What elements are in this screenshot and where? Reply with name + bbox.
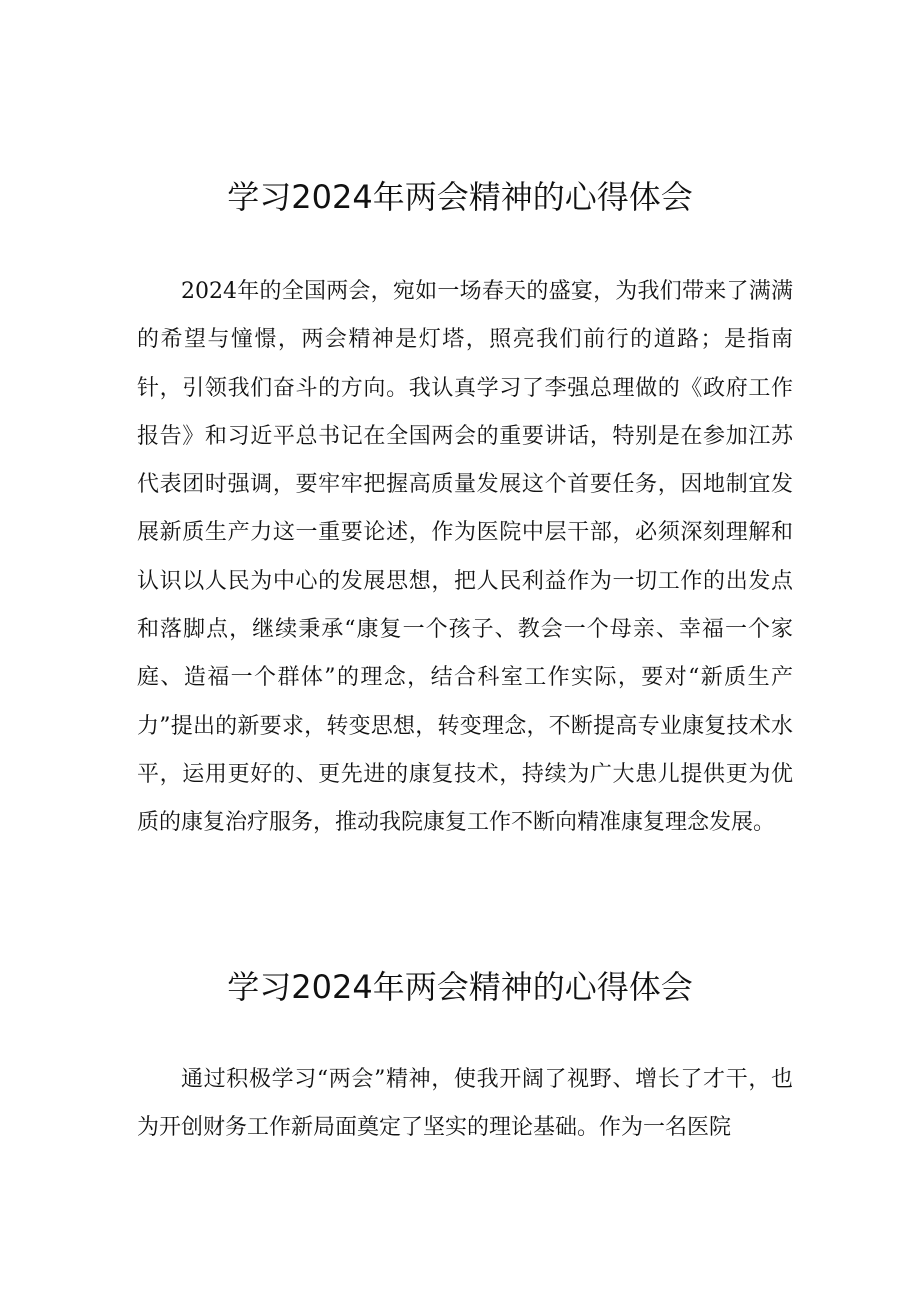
section-1-paragraph: 2024年的全国两会，宛如一场春天的盛宴，为我们带来了满满的希望与憧憬，两会精神是灯塔，照亮我们前行的道路；是指南针，引领我们奋斗的方向。我认真学习了李强总理做的《政府工作报告》和习近平总书记在全国两会的重要讲话，特别是在参加江苏代表团时强调，要牢牢把握高质量发展这个首要任务，因地制宜发展新质生产力这一重要论述，作为医院中层干部，必须深刻理解和认识以人民为中心的发展思想，把人民利益作为一切工作的出发点和落脚点，继续秉承“康复一个孩子、教会一个母亲、幸福一个家庭、造福一个群体”的理念，结合科室工作实际，要对“新质生产力”提出的新要求，转变思想，转变理念，不断提高专业康复技术水平，运用更好的、更先进的康复技术，持续为广大患儿提供更为优质的康复治疗服务，推动我院康复工作不断向精准康复理念发展。 [137, 279, 793, 836]
section-2-paragraph: 通过积极学习“两会”精神，使我开阔了视野、增长了才干，也为开创财务工作新局面奠定了坚实的理论基础。作为一名医院 [137, 1067, 793, 1141]
section-1-title: 学习2024年两会精神的心得体会 [227, 178, 693, 216]
section-2-title: 学习2024年两会精神的心得体会 [227, 968, 693, 1006]
